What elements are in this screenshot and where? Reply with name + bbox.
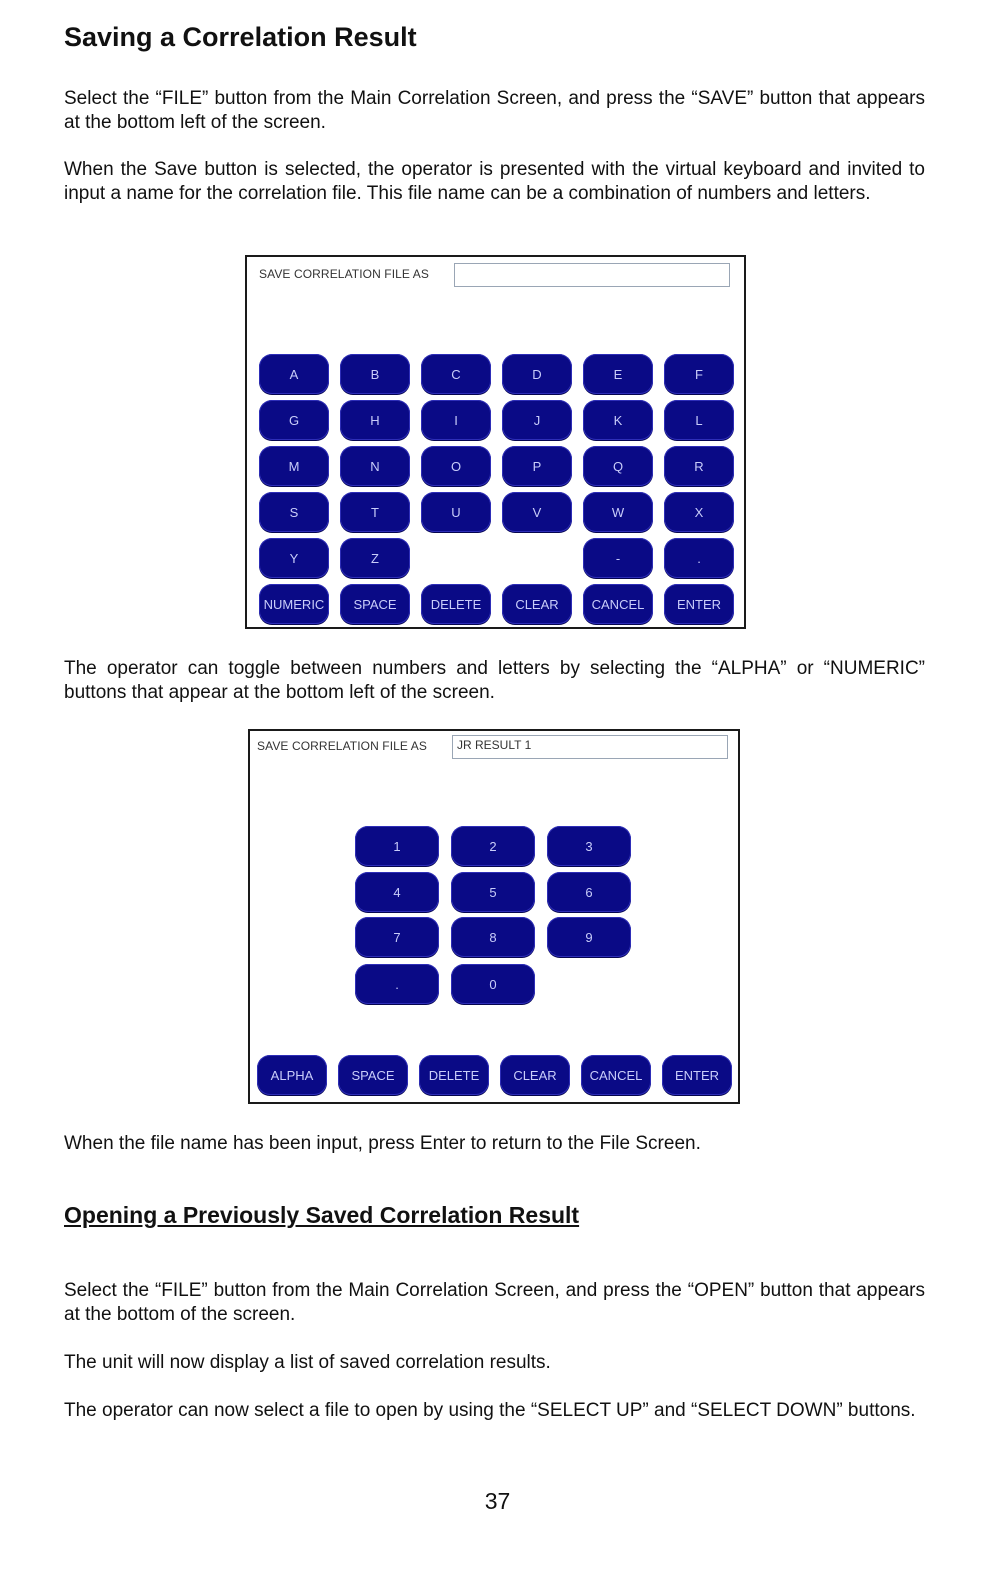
filename-input[interactable] bbox=[454, 263, 730, 287]
key-p-button[interactable]: P bbox=[502, 446, 572, 486]
key-u-button[interactable]: U bbox=[421, 492, 491, 532]
key-space-button[interactable]: SPACE bbox=[338, 1055, 408, 1095]
key-2-button[interactable]: 2 bbox=[451, 826, 535, 866]
key-v-button[interactable]: V bbox=[502, 492, 572, 532]
list-paragraph: The unit will now display a list of saved correlation results. bbox=[64, 1352, 551, 1373]
numeric-keyboard-screenshot bbox=[248, 729, 740, 1104]
key-space-button[interactable]: SPACE bbox=[340, 584, 410, 624]
key-alpha-button[interactable]: ALPHA bbox=[257, 1055, 327, 1095]
select-paragraph: The operator can now select a file to open by using the “SELECT UP” and “SELECT DOWN” buttons. bbox=[64, 1400, 916, 1421]
key-dot-button[interactable]: . bbox=[355, 964, 439, 1004]
key-h-button[interactable]: H bbox=[340, 400, 410, 440]
key-numeric-button[interactable]: NUMERIC bbox=[259, 584, 329, 624]
key-s-button[interactable]: S bbox=[259, 492, 329, 532]
key-1-button[interactable]: 1 bbox=[355, 826, 439, 866]
key-w-button[interactable]: W bbox=[583, 492, 653, 532]
key-8-button[interactable]: 8 bbox=[451, 917, 535, 957]
key-delete-button[interactable]: DELETE bbox=[421, 584, 491, 624]
key-x-button[interactable]: X bbox=[664, 492, 734, 532]
key-clear-button[interactable]: CLEAR bbox=[502, 584, 572, 624]
section-heading-open: Opening a Previously Saved Correlation Result bbox=[64, 1202, 580, 1228]
key-enter-button[interactable]: ENTER bbox=[664, 584, 734, 624]
filename-input[interactable]: JR RESULT 1 bbox=[452, 735, 728, 759]
intro-paragraph: Select the “FILE” button from the Main Correlation Screen, and press the “SAVE” button that appears at the bottom left of the screen. bbox=[64, 88, 925, 133]
page-title: Saving a Correlation Result bbox=[64, 22, 417, 52]
key-i-button[interactable]: I bbox=[421, 400, 491, 440]
key-0-button[interactable]: 0 bbox=[451, 964, 535, 1004]
save-file-label: SAVE CORRELATION FILE AS bbox=[257, 739, 428, 753]
key-g-button[interactable]: G bbox=[259, 400, 329, 440]
key-l-button[interactable]: L bbox=[664, 400, 734, 440]
key-clear-button[interactable]: CLEAR bbox=[500, 1055, 570, 1095]
key-o-button[interactable]: O bbox=[421, 446, 491, 486]
key-7-button[interactable]: 7 bbox=[355, 917, 439, 957]
key-3-button[interactable]: 3 bbox=[547, 826, 631, 866]
key-t-button[interactable]: T bbox=[340, 492, 410, 532]
key-q-button[interactable]: Q bbox=[583, 446, 653, 486]
key-9-button[interactable]: 9 bbox=[547, 917, 631, 957]
key-k-button[interactable]: K bbox=[583, 400, 653, 440]
enter-paragraph: When the file name has been input, press Enter to return to the File Screen. bbox=[64, 1133, 701, 1154]
key-4-button[interactable]: 4 bbox=[355, 872, 439, 912]
key-j-button[interactable]: J bbox=[502, 400, 572, 440]
key-5-button[interactable]: 5 bbox=[451, 872, 535, 912]
key-delete-button[interactable]: DELETE bbox=[419, 1055, 489, 1095]
key-dot-button[interactable]: . bbox=[664, 538, 734, 578]
key-d-button[interactable]: D bbox=[502, 354, 572, 394]
key-z-button[interactable]: Z bbox=[340, 538, 410, 578]
key-r-button[interactable]: R bbox=[664, 446, 734, 486]
alpha-keyboard-screenshot bbox=[245, 255, 746, 629]
open-paragraph: Select the “FILE” button from the Main Correlation Screen, and press the “OPEN” button that appears at the bottom of the screen. bbox=[64, 1280, 925, 1325]
key-e-button[interactable]: E bbox=[583, 354, 653, 394]
key-n-button[interactable]: N bbox=[340, 446, 410, 486]
key-c-button[interactable]: C bbox=[421, 354, 491, 394]
key-f-button[interactable]: F bbox=[664, 354, 734, 394]
key-cancel-button[interactable]: CANCEL bbox=[583, 584, 653, 624]
save-file-label: SAVE CORRELATION FILE AS bbox=[259, 267, 430, 281]
key-dash-button[interactable]: - bbox=[583, 538, 653, 578]
toggle-paragraph: The operator can toggle between numbers and letters by selecting the “ALPHA” or “NUMERIC” buttons that appear at the bottom left of the screen. bbox=[64, 658, 925, 703]
key-6-button[interactable]: 6 bbox=[547, 872, 631, 912]
key-enter-button[interactable]: ENTER bbox=[662, 1055, 732, 1095]
key-cancel-button[interactable]: CANCEL bbox=[581, 1055, 651, 1095]
save-description-paragraph: When the Save button is selected, the operator is presented with the virtual keyboard and invited to input a name for the correlation file. This file name can be a combination of numbers and letters. bbox=[64, 159, 925, 204]
key-y-button[interactable]: Y bbox=[259, 538, 329, 578]
key-m-button[interactable]: M bbox=[259, 446, 329, 486]
key-b-button[interactable]: B bbox=[340, 354, 410, 394]
page-number: 37 bbox=[484, 1488, 511, 1514]
key-a-button[interactable]: A bbox=[259, 354, 329, 394]
